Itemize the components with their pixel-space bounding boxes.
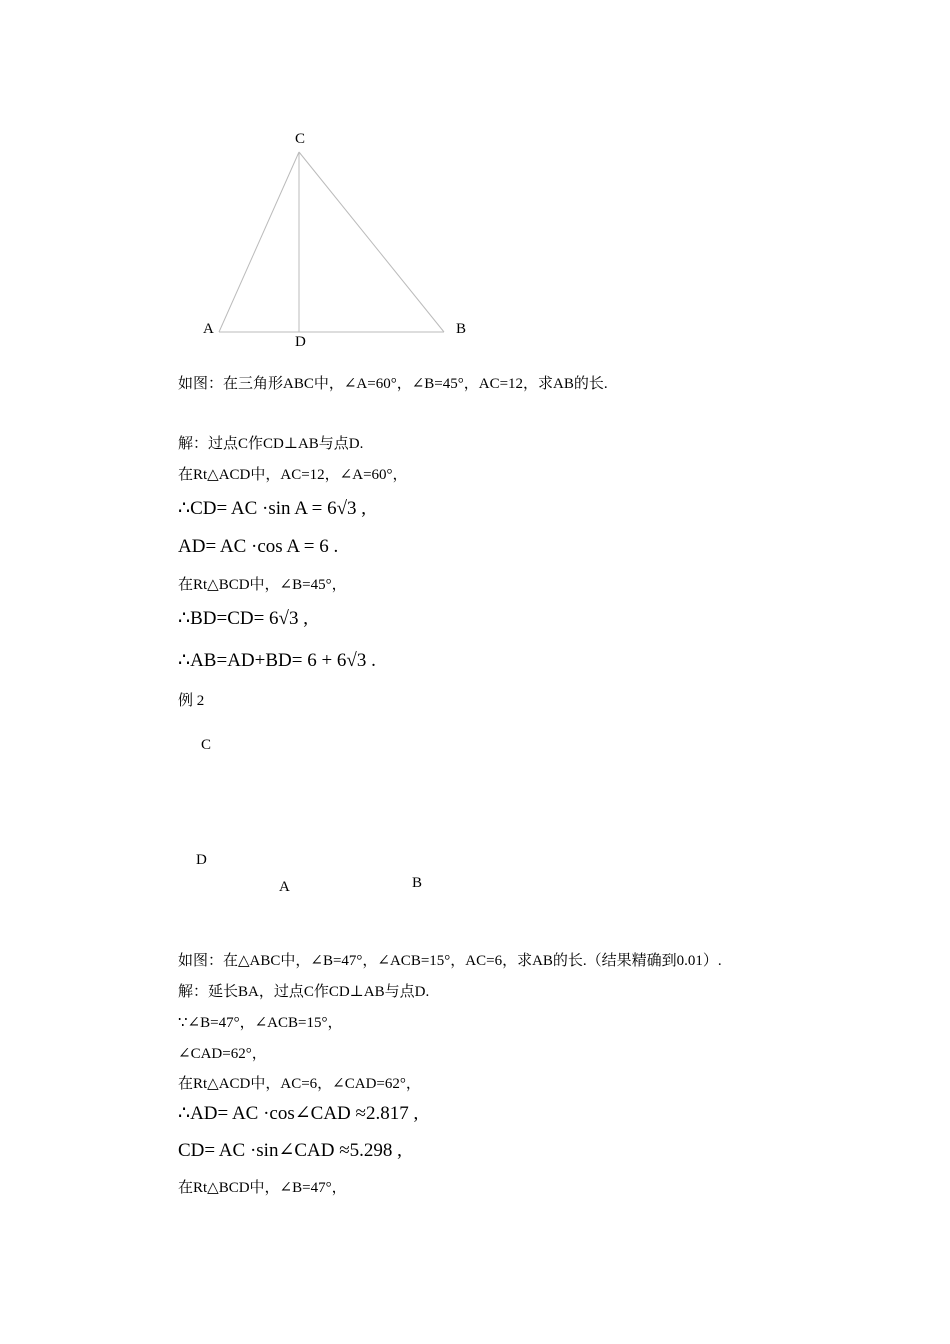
solution2-line: 在Rt△ACD中，AC=6，∠CAD=62°， (178, 1076, 421, 1092)
solution1-line: 解：过点C作CD⊥AB与点D. (178, 436, 364, 452)
vertex-label-D2: D (196, 852, 207, 868)
vertex-label-B2: B (412, 875, 423, 891)
solution1-line: ∴CD= AC ·sin A = 6√3 , (178, 498, 367, 519)
solution2-line: 解：延长BA，过点C作CD⊥AB与点D. (178, 984, 430, 1000)
vertex-label-A2: A (279, 879, 290, 895)
vertex-label-D: D (295, 334, 306, 350)
vertex-label-A: A (203, 321, 214, 337)
solution1-line: ∴BD=CD= 6√3 , (178, 608, 308, 629)
vertex-label-B: B (456, 321, 467, 337)
solution1-line: ∴AB=AD+BD= 6 + 6√3 . (178, 650, 376, 671)
solution2-line: ∵∠B=47°，∠ACB=15°， (178, 1015, 343, 1031)
vertex-label-C2: C (201, 737, 212, 753)
solution2-line: ∠CAD=62°， (178, 1046, 267, 1062)
solution2-line: CD= AC ·sin∠CAD ≈5.298 , (178, 1140, 402, 1161)
solution2-line: ∴AD= AC ·cos∠CAD ≈2.817 , (178, 1103, 419, 1124)
side-AC (219, 152, 299, 332)
side-CB (299, 152, 444, 332)
vertex-label-C: C (295, 131, 306, 147)
solution2-line: 在Rt△BCD中，∠B=47°， (178, 1180, 347, 1196)
example2-title: 例 2 (178, 693, 205, 709)
solution1-line: AD= AC ·cos A = 6 . (178, 536, 339, 557)
solution1-line: 在Rt△BCD中，∠B=45°， (178, 577, 347, 593)
problem2-statement: 如图：在△ABC中，∠B=47°，∠ACB=15°，AC=6，求AB的长.（结果精确到0.01）. (178, 953, 722, 969)
solution1-line: 在Rt△ACD中，AC=12，∠A=60°， (178, 467, 408, 483)
problem1-statement: 如图：在三角形ABC中，∠A=60°，∠B=45°，AC=12，求AB的长. (178, 376, 608, 392)
